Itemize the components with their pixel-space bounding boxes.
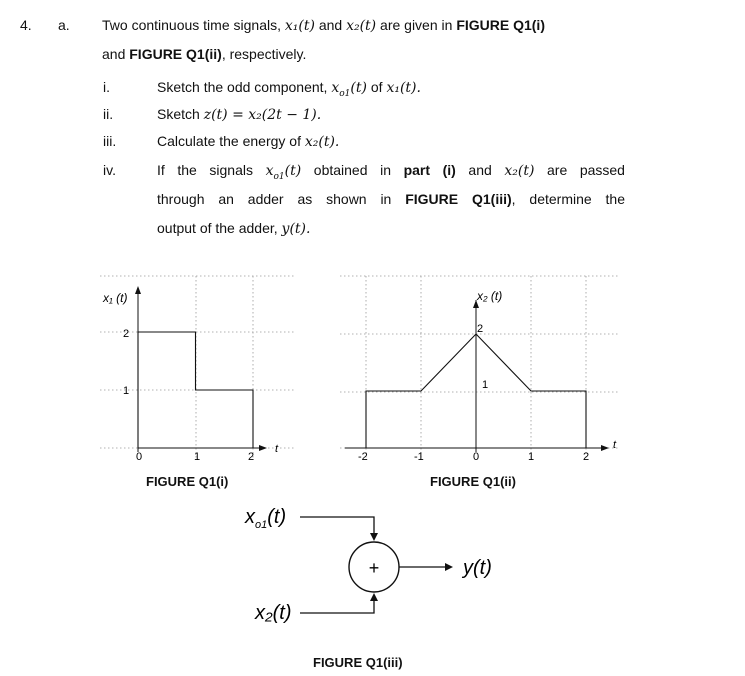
x-tick-label: 2 [248,451,255,463]
figure-q1-iii [235,495,535,645]
item-plain: Sketch [157,106,204,122]
item-plain: Calculate the energy of [157,133,305,149]
item-plain: are passed [534,162,625,178]
item-number: iv. [103,162,116,178]
math: x₂(t) [504,163,535,179]
question-number: 4. [20,17,32,33]
stem-text: Two continuous time signals, [102,17,285,33]
part-label: a. [58,17,70,33]
math: x₁(t). [386,80,421,96]
item-text [157,79,421,99]
stem-text: are given in [376,17,457,33]
figure-ref: FIGURE Q1(iii) [405,191,512,207]
figure-caption: FIGURE Q1(i) [146,474,229,489]
adder-operator: + [368,558,380,578]
y-axis-label: x₂ (t) [477,289,503,303]
math: (t) [284,163,302,179]
x2-symbol: x₂(t) [346,18,377,34]
x-axis-arrow [601,445,609,451]
x-tick-label: -1 [414,451,424,463]
input1-label: $x_{o1}(t)$ [245,506,287,531]
item-number: ii. [103,106,114,122]
item-plain: Sketch the odd component, [157,79,332,95]
x-axis-label: t [613,439,617,451]
item-text [157,162,625,182]
y-tick-label: 1 [123,385,130,397]
input2-arrow [370,593,378,601]
math: z(t) = x₂(2t − 1). [203,107,322,123]
item-number: i. [103,79,110,95]
x-axis-arrow [259,445,267,451]
y-axis-arrow [135,286,141,294]
math: x [265,163,274,179]
item-plain: obtained in [301,162,404,178]
input1-arrow [370,533,378,541]
input1-wire [300,517,374,535]
part-ref: part (i) [403,162,456,178]
x-tick-label: 0 [473,451,480,463]
level-label: 1 [482,379,489,391]
item-plain: , determine the [511,191,625,207]
question-stem-line1 [102,17,545,34]
figure-q1-i [95,270,300,470]
x-axis-label: t [275,443,279,455]
math-sub: o1 [273,171,285,182]
item-text [157,106,321,123]
math: (t) [350,80,367,96]
x-tick-label: -2 [358,451,368,463]
x-tick-label: 0 [136,451,143,463]
output-arrow [445,563,453,571]
item-plain: through an adder as shown in [157,191,406,207]
item-text [157,191,625,207]
x-tick-label: 2 [583,451,590,463]
item-plain: of [366,79,387,95]
figure-q1-ii [335,270,625,470]
stem-text: and [102,46,130,62]
output-label: y(t) [463,557,492,579]
y-axis-label: x₁ (t) [103,291,128,305]
figure-ref: FIGURE Q1(ii) [129,46,222,62]
peak-label: 2 [477,323,484,335]
figure-ref: FIGURE Q1(i) [456,17,545,33]
y-tick-label: 2 [123,328,130,340]
x-tick-label: 1 [528,451,535,463]
stem-text: , respectively. [221,46,307,62]
math: x₂(t). [304,134,340,150]
math-sub: o1 [339,88,351,99]
input2-label: x₂(t) [255,602,292,624]
question-stem-line2 [102,46,306,62]
item-text [157,220,310,237]
math: y(t). [281,221,311,237]
item-plain: output of the adder, [157,220,282,236]
figure-caption: FIGURE Q1(ii) [430,474,516,489]
stem-text: and [314,17,347,33]
grid [340,276,620,460]
x1-symbol: x₁(t) [284,18,315,34]
item-text [157,133,339,150]
grid [100,276,295,460]
x-tick-label: 1 [194,451,201,463]
figure-caption: FIGURE Q1(iii) [313,655,403,670]
item-plain: If the signals [157,162,266,178]
item-plain: and [455,162,505,178]
input2-wire [300,599,374,613]
math: x [331,80,340,96]
x1-signal-line [138,332,253,448]
item-number: iii. [103,133,117,149]
